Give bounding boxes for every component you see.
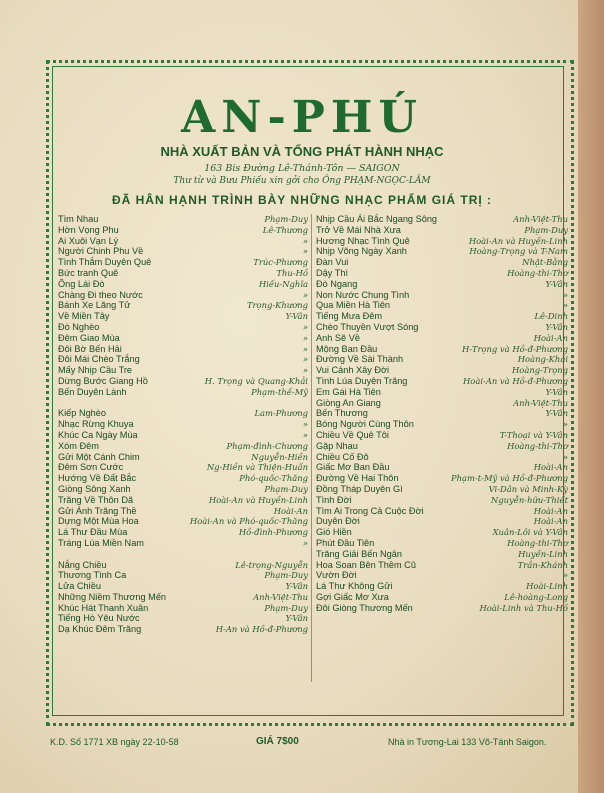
song-title: Gió Hiền bbox=[316, 527, 352, 538]
song-title: Tình Thắm Duyên Quê bbox=[58, 257, 152, 268]
song-author: H. Trọng và Quang-Khải bbox=[204, 375, 308, 386]
song-author: » bbox=[302, 429, 308, 440]
song-author: Hoài-An và Phó-quốc-Thăng bbox=[189, 516, 308, 527]
song-title: Lá Thư Đầu Mùa bbox=[58, 527, 128, 538]
song-author: Y-Vân bbox=[545, 386, 568, 397]
song-author: Hoài-An bbox=[533, 505, 568, 516]
song-row bbox=[316, 560, 566, 571]
song-row bbox=[316, 344, 566, 355]
song-author: Anh-Việt-Thu bbox=[513, 214, 568, 224]
right-song-list bbox=[316, 214, 566, 613]
song-title: Nhịp Cầu Ái Bắc Ngang Sông bbox=[316, 214, 438, 224]
song-author: » bbox=[302, 419, 308, 430]
song-row bbox=[58, 560, 308, 571]
song-author: T-Thoại và Y-Vân bbox=[499, 429, 568, 440]
song-title: Người Chinh Phu Về bbox=[58, 246, 144, 257]
song-author: Trần-Khánh bbox=[517, 559, 568, 570]
song-author: » bbox=[302, 332, 308, 343]
song-row bbox=[58, 257, 308, 268]
song-row bbox=[316, 214, 566, 225]
song-title: Hờn Vọng Phu bbox=[58, 224, 119, 235]
song-author: Phạm-thế-Mỹ bbox=[251, 386, 308, 397]
song-author: Hoài-An bbox=[273, 505, 308, 516]
song-author: Phạm-Duy bbox=[264, 214, 308, 224]
song-title: Vui Cảnh Xây Đời bbox=[316, 365, 390, 376]
song-title: Anh Sẽ Về bbox=[316, 332, 360, 343]
song-row bbox=[58, 387, 308, 398]
song-title: Tìm Nhau bbox=[58, 214, 99, 224]
song-row bbox=[316, 268, 566, 279]
song-title: Kiếp Nghèo bbox=[58, 408, 107, 419]
song-author: » bbox=[562, 300, 568, 311]
song-row bbox=[58, 268, 308, 279]
song-title: Hương Nhạc Tình Quê bbox=[316, 235, 410, 246]
song-title: Dựng Một Mùa Hoa bbox=[58, 516, 139, 527]
song-title: Dậy Thì bbox=[316, 267, 348, 278]
song-row bbox=[58, 473, 308, 484]
song-title: Đôi Mái Chèo Trắng bbox=[58, 354, 140, 365]
song-row bbox=[58, 516, 308, 527]
song-row bbox=[58, 495, 308, 506]
song-author: Phạm-Duy bbox=[524, 224, 568, 235]
song-title: Giòng An Giang bbox=[316, 397, 381, 408]
song-row bbox=[58, 581, 308, 592]
song-title: Đêm Giao Mùa bbox=[58, 332, 120, 343]
song-title: Em Gái Hà Tiên bbox=[316, 386, 381, 397]
song-row bbox=[316, 473, 566, 484]
column-divider bbox=[311, 214, 312, 682]
song-row bbox=[316, 430, 566, 441]
song-title: Tìm Ai Trong Cả Cuộc Đời bbox=[316, 505, 424, 516]
song-author: Phạm-Duy bbox=[264, 570, 308, 581]
song-row bbox=[316, 225, 566, 236]
song-author: Hoài-Linh bbox=[526, 581, 568, 592]
song-row bbox=[316, 236, 566, 247]
song-title: Trở Về Mái Nhà Xưa bbox=[316, 224, 401, 235]
song-title: Trăng Giải Bến Ngân bbox=[316, 548, 402, 559]
publisher-title: AN-PHÚ bbox=[181, 92, 423, 143]
song-author: » bbox=[302, 354, 308, 365]
song-title: Gặp Nhau bbox=[316, 440, 358, 451]
song-author: Y-Vân bbox=[285, 613, 308, 624]
song-row bbox=[316, 279, 566, 290]
song-title: Đêm Sơn Cước bbox=[58, 462, 124, 473]
song-row bbox=[316, 376, 566, 387]
song-title: Những Niềm Thương Mến bbox=[58, 591, 167, 602]
song-row bbox=[58, 408, 308, 419]
song-author: Trúc-Phương bbox=[253, 257, 308, 268]
song-row bbox=[58, 624, 308, 635]
song-author: Hoài-Linh và Thu-Hồ bbox=[479, 602, 568, 613]
song-row bbox=[58, 441, 308, 452]
song-author: » bbox=[302, 289, 308, 300]
song-title: Tiếng Hò Yêu Nước bbox=[58, 613, 140, 624]
song-row bbox=[316, 441, 566, 452]
song-row bbox=[58, 430, 308, 441]
song-author: Nhật-Bằng bbox=[522, 257, 568, 268]
song-title: Duyên Đời bbox=[316, 516, 360, 527]
song-author: Phạm-Duy bbox=[264, 483, 308, 494]
song-author: Hoài-An và Huyền-Linh bbox=[468, 235, 568, 246]
song-row bbox=[316, 570, 566, 581]
song-author: Lê-Dinh bbox=[534, 311, 568, 322]
song-title: Nhạc Rừng Khuya bbox=[58, 419, 134, 430]
song-author: Vi-Dân và Minh-Kỳ bbox=[488, 483, 568, 494]
song-row bbox=[316, 549, 566, 560]
song-row bbox=[316, 365, 566, 376]
song-author: Hoàng-Trọng và T-Nam bbox=[469, 246, 568, 257]
song-title: Đôi Giòng Thương Mến bbox=[316, 602, 413, 613]
song-row bbox=[316, 322, 566, 333]
song-row bbox=[58, 354, 308, 365]
song-author: Hoàng-thi-Thơ bbox=[507, 537, 568, 548]
song-author: Hoài-An bbox=[533, 332, 568, 343]
song-title: Chiều Về Quê Tôi bbox=[316, 429, 389, 440]
song-title: Dừng Bước Giang Hồ bbox=[58, 375, 148, 386]
song-author: » bbox=[302, 321, 308, 332]
song-author: Phạm-đình-Chương bbox=[226, 440, 308, 451]
song-row bbox=[316, 419, 566, 430]
song-author: Hoài-An và Hồ-đ-Phương bbox=[462, 375, 568, 386]
song-title: Dạ Khúc Đêm Trăng bbox=[58, 624, 142, 635]
song-row bbox=[316, 506, 566, 517]
song-row bbox=[58, 225, 308, 236]
catalog-intro: ĐÃ HÂN HẠNH TRÌNH BÀY NHỮNG NHẠC PHẨM GIÁ TRỊ : bbox=[111, 193, 493, 207]
song-row bbox=[58, 613, 308, 624]
song-author: » bbox=[302, 246, 308, 257]
song-title: Lửa Chiều bbox=[58, 581, 101, 592]
song-row bbox=[58, 398, 308, 409]
song-row bbox=[316, 603, 566, 614]
song-row bbox=[58, 484, 308, 495]
song-title: Đồng Tháp Duyên Gì bbox=[316, 483, 403, 494]
song-author: Y-Vân bbox=[285, 311, 308, 322]
song-row bbox=[316, 538, 566, 549]
song-author: H-Trọng và Hồ-đ-Phương bbox=[462, 343, 568, 354]
song-title: Đường Về Sài Thành bbox=[316, 354, 404, 365]
song-title: Mộng Ban Đầu bbox=[316, 343, 378, 354]
song-row bbox=[58, 344, 308, 355]
song-author: Y-Vân bbox=[285, 581, 308, 592]
song-author: Lê-Thương bbox=[262, 224, 308, 235]
song-row bbox=[58, 506, 308, 517]
song-author: Hoài-An bbox=[533, 516, 568, 527]
song-title: Giòng Sông Xanh bbox=[58, 483, 131, 494]
song-author: Hồ-đình-Phương bbox=[238, 527, 308, 538]
song-author: Thu-Hồ bbox=[276, 267, 308, 278]
song-title: Gửi Một Cánh Chim bbox=[58, 451, 140, 462]
song-author: Xuân-Lôi và Y-Vân bbox=[492, 527, 568, 538]
song-row bbox=[58, 376, 308, 387]
song-author: Phạm-Duy bbox=[264, 602, 308, 613]
publisher-contact: Thư từ và Bưu Phiếu xin gởi cho Ông PHẠM-NGỌC-LÂM bbox=[173, 176, 431, 186]
song-row bbox=[316, 311, 566, 322]
song-author: Anh-Việt-Thu bbox=[513, 397, 568, 408]
song-title: Tình Đời bbox=[316, 494, 352, 505]
song-title: Khúc Ca Ngày Mùa bbox=[58, 429, 138, 440]
left-song-list bbox=[58, 214, 308, 635]
song-author: Hoàng-Trọng bbox=[511, 365, 568, 376]
song-author: » bbox=[562, 419, 568, 430]
song-author: Nguyễn-Hiền bbox=[251, 451, 308, 462]
song-title: Nhịp Võng Ngày Xanh bbox=[316, 246, 407, 257]
song-row bbox=[316, 246, 566, 257]
song-row bbox=[316, 398, 566, 409]
song-author: Huyền-Linh bbox=[518, 548, 568, 559]
song-author: » bbox=[562, 289, 568, 300]
song-author: » bbox=[302, 537, 308, 548]
song-author: » bbox=[562, 451, 568, 462]
song-row bbox=[316, 592, 566, 603]
song-title: Hoa Soan Bên Thềm Cũ bbox=[316, 559, 416, 570]
song-title: Chàng Đi theo Nước bbox=[58, 289, 143, 300]
song-author: Lam-Phương bbox=[254, 408, 308, 419]
song-row bbox=[58, 290, 308, 301]
song-author: » bbox=[302, 365, 308, 376]
song-author: Ng-Hiền và Thiện-Huấn bbox=[206, 462, 308, 473]
song-row bbox=[316, 495, 566, 506]
song-title: Bánh Xe Lăng Tử bbox=[58, 300, 131, 311]
song-title: Thương Tình Ca bbox=[58, 570, 127, 581]
song-author: Y-Vân bbox=[545, 278, 568, 289]
song-title: Khúc Hát Thanh Xuân bbox=[58, 602, 149, 613]
song-title: Mấy Nhịp Cầu Tre bbox=[58, 365, 133, 376]
song-title: Đôi Bờ Bến Hải bbox=[58, 343, 122, 354]
song-title: Bức tranh Quê bbox=[58, 267, 119, 278]
song-row bbox=[316, 387, 566, 398]
song-author: Hoàng-Khải bbox=[517, 354, 568, 365]
song-author: Hoài-An và Huyền-Linh bbox=[208, 494, 308, 505]
song-row bbox=[316, 408, 566, 419]
printer-info: Nhà in Tương-Lai 133 Võ-Tánh Saigon. bbox=[388, 737, 547, 747]
song-title: Bóng Người Cùng Thôn bbox=[316, 419, 414, 430]
song-row bbox=[316, 300, 566, 311]
song-title: Chiều Cố Đô bbox=[316, 451, 369, 462]
song-row bbox=[58, 322, 308, 333]
song-title: Về Miền Tây bbox=[58, 311, 110, 322]
song-author: Hiếu-Nghĩa bbox=[258, 278, 308, 289]
song-title: Gửi Ánh Trăng Thề bbox=[58, 505, 137, 516]
song-row bbox=[58, 279, 308, 290]
song-row bbox=[58, 527, 308, 538]
song-author: Lê-trọng-Nguyễn bbox=[235, 559, 308, 570]
song-title: Xóm Đêm bbox=[58, 440, 99, 451]
song-row bbox=[58, 549, 308, 560]
song-author: » bbox=[302, 343, 308, 354]
song-row bbox=[316, 527, 566, 538]
song-title: Tráng Lúa Miền Nam bbox=[58, 537, 144, 548]
song-row bbox=[316, 257, 566, 268]
song-title: Đường Về Hai Thôn bbox=[316, 473, 399, 484]
song-title: Bến Duyên Lành bbox=[58, 386, 127, 397]
song-title: Tiếng Mưa Đêm bbox=[316, 311, 383, 322]
song-author: Y-Vân bbox=[545, 408, 568, 419]
song-author: Hoàng-thi-Thơ bbox=[507, 440, 568, 451]
song-row bbox=[58, 538, 308, 549]
song-row bbox=[316, 462, 566, 473]
song-row bbox=[58, 592, 308, 603]
song-title: Tình Lúa Duyên Trăng bbox=[316, 375, 408, 386]
song-title: Chèo Thuyền Vượt Sóng bbox=[316, 321, 419, 332]
song-row bbox=[58, 236, 308, 247]
song-author: » bbox=[302, 235, 308, 246]
song-title: Vườn Đời bbox=[316, 570, 357, 581]
song-title: Gợi Giấc Mơ Xưa bbox=[316, 591, 389, 602]
publisher-address: 163 Bis Đường Lê-Thánh-Tôn — SAIGON bbox=[204, 163, 400, 174]
song-row bbox=[58, 246, 308, 257]
song-title: Ông Lái Đò bbox=[58, 278, 105, 289]
song-row bbox=[316, 452, 566, 463]
song-author: Hoài-An bbox=[533, 462, 568, 473]
song-title: Phút Đầu Tiên bbox=[316, 537, 375, 548]
song-title: Non Nước Chung Tình bbox=[316, 289, 410, 300]
song-row bbox=[316, 290, 566, 301]
song-row bbox=[58, 311, 308, 322]
song-author: Anh-Việt-Thu bbox=[253, 591, 308, 602]
song-author: Phạm-t-Mỹ và Hồ-đ-Phương bbox=[450, 473, 568, 484]
song-row bbox=[58, 333, 308, 344]
song-author: Phó-quốc-Thăng bbox=[239, 473, 308, 484]
song-title: Ai Xuôi Vạn Lý bbox=[58, 235, 119, 246]
license-number: K.D. Số 1771 XB ngày 22-10-58 bbox=[50, 737, 179, 747]
song-title: Bến Thương bbox=[316, 408, 368, 419]
song-title: Nắng Chiều bbox=[58, 559, 107, 570]
publisher-subtitle: NHÀ XUẤT BẢN VÀ TỔNG PHÁT HÀNH NHẠC bbox=[160, 144, 444, 159]
song-title: Trăng Về Thôn Dã bbox=[58, 494, 134, 505]
song-title: Qua Miền Hà Tiên bbox=[316, 300, 391, 311]
song-author: Hoàng-thi-Thơ bbox=[507, 267, 568, 278]
song-title: Đò Ngang bbox=[316, 278, 358, 289]
song-title: Đàn Vui bbox=[316, 257, 349, 268]
song-row bbox=[58, 214, 308, 225]
song-row bbox=[58, 603, 308, 614]
song-row bbox=[58, 300, 308, 311]
song-row bbox=[58, 365, 308, 376]
song-row bbox=[58, 570, 308, 581]
song-author: Nguyễn-hữu-Thiết bbox=[490, 494, 568, 505]
song-row bbox=[316, 333, 566, 344]
song-row bbox=[58, 419, 308, 430]
song-row bbox=[316, 354, 566, 365]
song-title: Lá Thư Không Gửi bbox=[316, 581, 393, 592]
song-row bbox=[58, 452, 308, 463]
price-label: GIÁ 7$00 bbox=[256, 736, 299, 747]
song-author: » bbox=[562, 570, 568, 581]
song-author: Y-Vân bbox=[545, 321, 568, 332]
song-row bbox=[316, 484, 566, 495]
song-title: Đò Nghèo bbox=[58, 321, 100, 332]
song-row bbox=[316, 581, 566, 592]
song-title: Giấc Mơ Ban Đầu bbox=[316, 462, 390, 473]
song-author: H-An và Hồ-đ-Phương bbox=[215, 624, 308, 635]
song-title: Hướng Về Đất Bắc bbox=[58, 473, 137, 484]
song-row bbox=[58, 462, 308, 473]
song-row bbox=[316, 516, 566, 527]
song-author: Trọng-Khương bbox=[246, 300, 308, 311]
song-author: Lê-hoàng-Long bbox=[504, 591, 568, 602]
